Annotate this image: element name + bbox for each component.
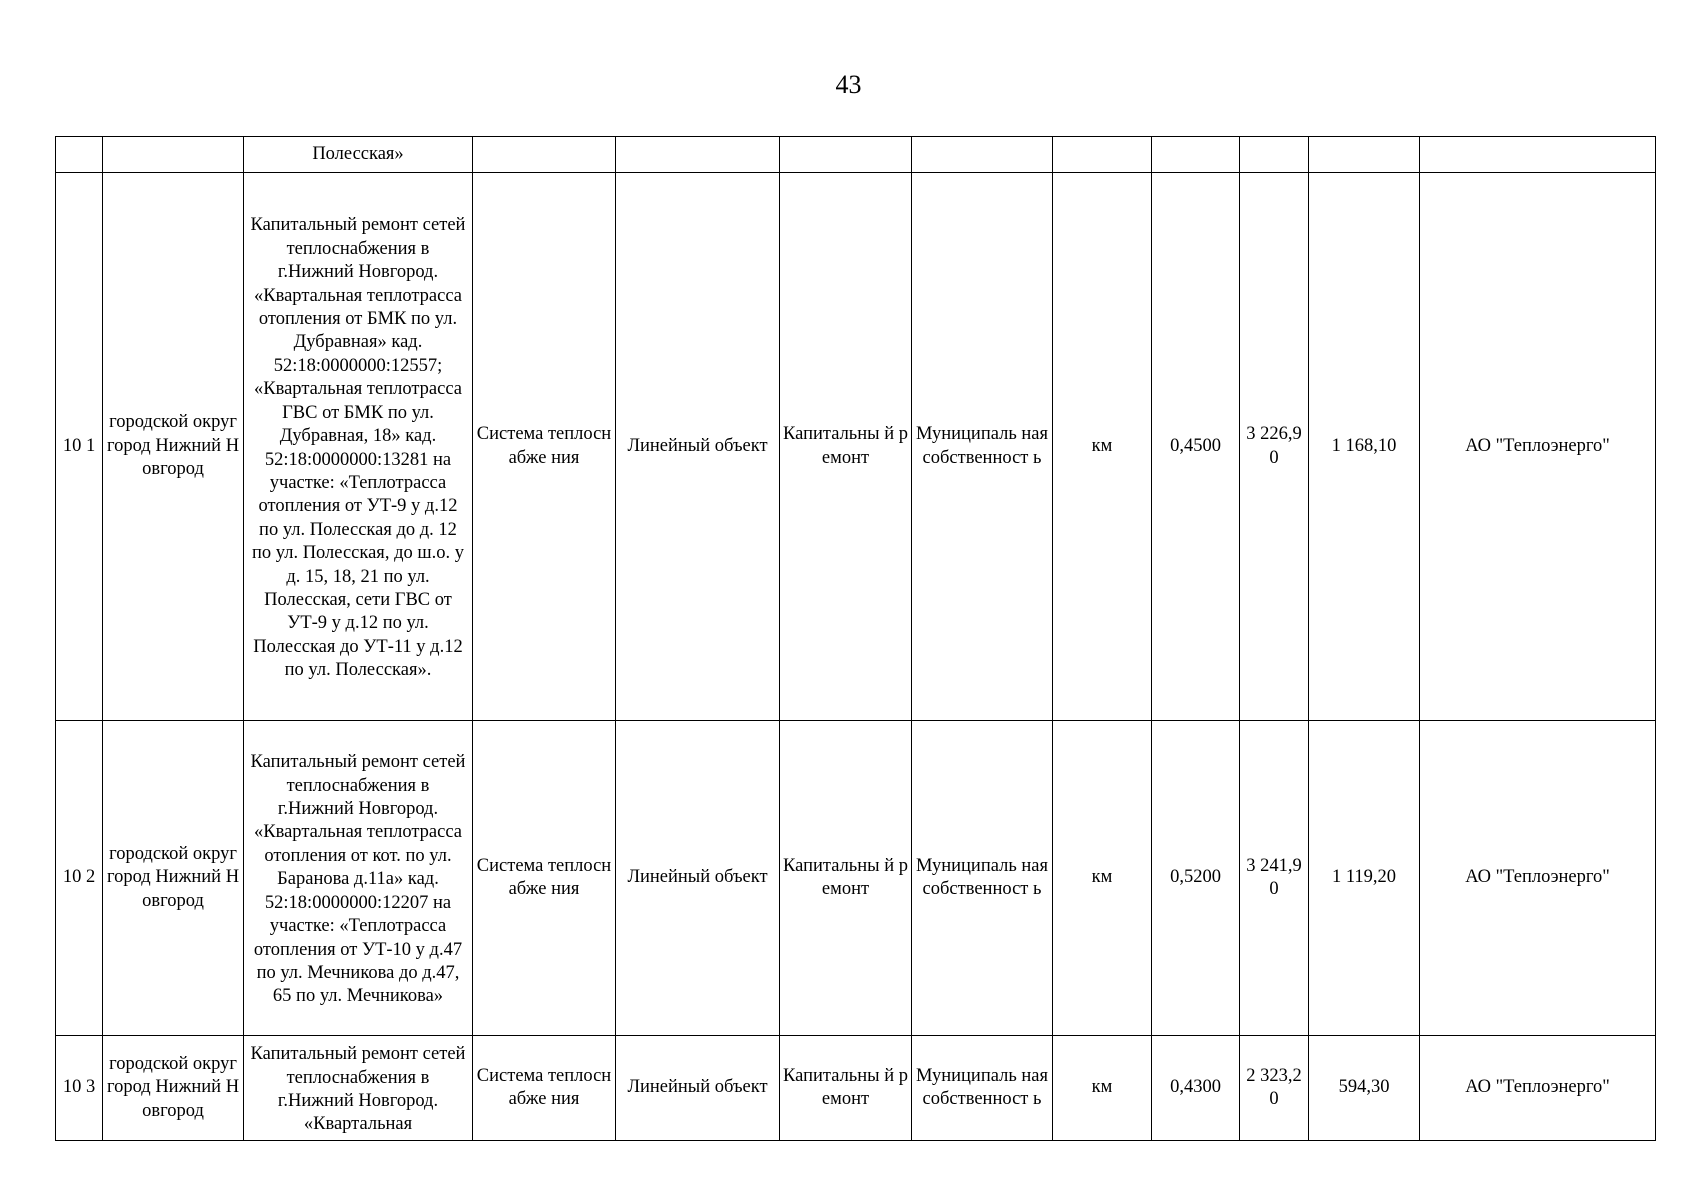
cell-num: 10 2 <box>56 721 103 1036</box>
cell-num: 10 1 <box>56 173 103 721</box>
page-number: 43 <box>835 70 862 99</box>
cell-description: Капитальный ремонт сетей теплоснабжения в г.Нижний Новгород. «Квартальная теплотрасса отопления от БМК по ул. Дубравная» кад. 52:18:0000000:12557; «Квартальная теплотрасса ГВС от БМК по ул. Дубравная, 18» кад. 52:18:0000000:13281 на участке: «Теплотрасса отопления от УТ-9 у д.12 по ул. Полесская до д. 12 по ул. Полесская, до ш.о. у д. 15, 18, 21 по ул. Полесская, сети ГВС от УТ-9 у д.12 по ул. Полесская до УТ-11 у д.12 по ул. Полесская». <box>244 173 473 721</box>
cell-cost: 1 168,10 <box>1309 173 1420 721</box>
cell-ownership <box>912 137 1053 173</box>
cell-cost <box>1309 137 1420 173</box>
continuation-row <box>56 137 1656 173</box>
cell-cost: 1 119,20 <box>1309 721 1420 1036</box>
work-table <box>55 136 1656 1141</box>
cell-length: 0,4500 <box>1152 173 1240 721</box>
cell-ownership: Муниципаль ная собственност ь <box>912 173 1053 721</box>
cell-diameter: 3 241,9 0 <box>1240 721 1309 1036</box>
cell-system <box>473 137 616 173</box>
cell-territory <box>103 137 244 173</box>
cell-ownership: Муниципаль ная собственност ь <box>912 721 1053 1036</box>
cell-description: Полесская» <box>244 137 473 173</box>
cell-diameter: 3 226,9 0 <box>1240 173 1309 721</box>
cell-object-type: Линейный объект <box>616 721 780 1036</box>
table-row <box>56 173 1656 721</box>
cell-object-type: Линейный объект <box>616 173 780 721</box>
cell-length: 0,4300 <box>1152 1036 1240 1141</box>
cell-organization <box>1420 137 1656 173</box>
table-row <box>56 1036 1656 1141</box>
cell-work-type: Капитальны й ремонт <box>780 1036 912 1141</box>
cell-system: Система теплоснабже ния <box>473 721 616 1036</box>
cell-territory: городской округ город Нижний Новгород <box>103 721 244 1036</box>
cell-unit: км <box>1053 1036 1152 1141</box>
cell-work-type <box>780 137 912 173</box>
cell-description: Капитальный ремонт сетей теплоснабжения в г.Нижний Новгород. «Квартальная <box>244 1036 473 1141</box>
table-row <box>56 721 1656 1036</box>
cell-description: Капитальный ремонт сетей теплоснабжения в г.Нижний Новгород. «Квартальная теплотрасса отопления от кот. по ул. Баранова д.11а» кад. 52:18:0000000:12207 на участке: «Теплотрасса отопления от УТ-10 у д.47 по ул. Мечникова до д.47, 65 по ул. Мечникова» <box>244 721 473 1036</box>
cell-object-type <box>616 137 780 173</box>
cell-num <box>56 137 103 173</box>
cell-territory: городской округ город Нижний Новгород <box>103 1036 244 1141</box>
cell-system: Система теплоснабже ния <box>473 173 616 721</box>
cell-cost: 594,30 <box>1309 1036 1420 1141</box>
cell-system: Система теплоснабже ния <box>473 1036 616 1141</box>
cell-organization: АО "Теплоэнерго" <box>1420 1036 1656 1141</box>
cell-diameter: 2 323,2 0 <box>1240 1036 1309 1141</box>
cell-organization: АО "Теплоэнерго" <box>1420 721 1656 1036</box>
cell-work-type: Капитальны й ремонт <box>780 721 912 1036</box>
cell-unit <box>1053 137 1152 173</box>
cell-territory: городской округ город Нижний Новгород <box>103 173 244 721</box>
cell-length: 0,5200 <box>1152 721 1240 1036</box>
cell-work-type: Капитальны й ремонт <box>780 173 912 721</box>
cell-unit: км <box>1053 721 1152 1036</box>
cell-organization: АО "Теплоэнерго" <box>1420 173 1656 721</box>
cell-num: 10 3 <box>56 1036 103 1141</box>
cell-unit: км <box>1053 173 1152 721</box>
cell-length <box>1152 137 1240 173</box>
cell-diameter <box>1240 137 1309 173</box>
cell-object-type: Линейный объект <box>616 1036 780 1141</box>
cell-ownership: Муниципаль ная собственност ь <box>912 1036 1053 1141</box>
